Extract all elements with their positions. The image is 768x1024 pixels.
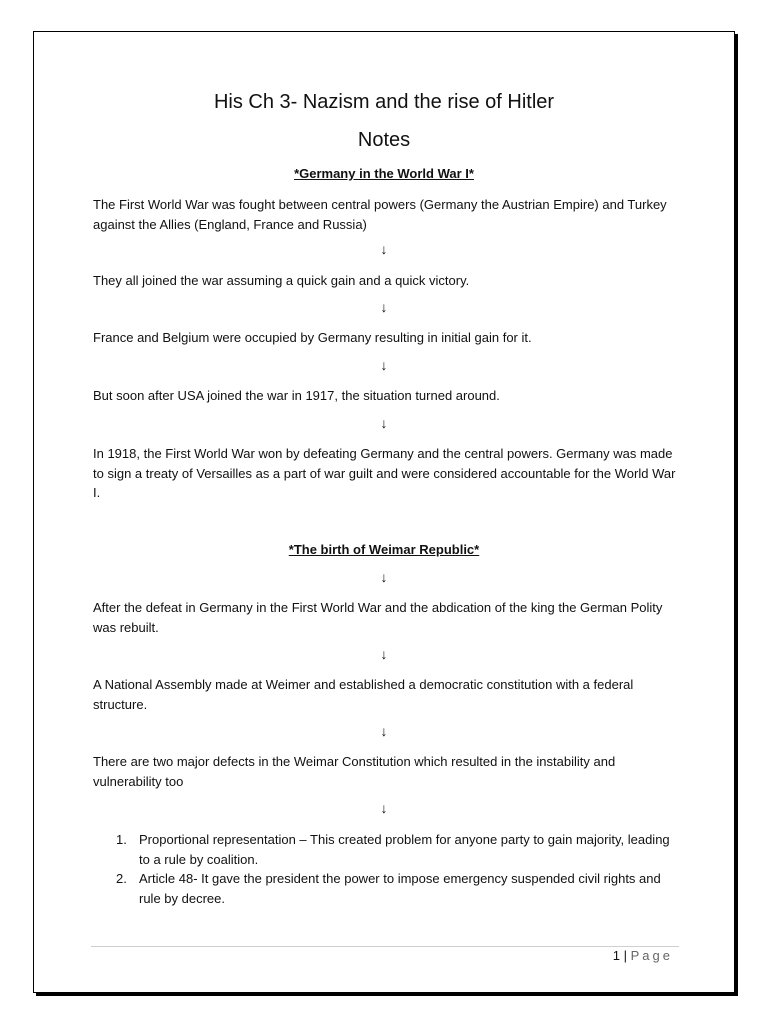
footer-divider: [91, 946, 679, 947]
page-number: 1: [612, 948, 620, 963]
list-item-text: Proportional representation – This created problem for anyone party to gain majority, leading to a rule by coalition.: [139, 832, 670, 867]
paragraph-weimar-1: After the defeat in Germany in the First World War and the abdication of the king the German Polity was rebuilt.: [93, 600, 663, 635]
paragraph-weimar-2: A National Assembly made at Weimer and established a democratic constitution with a federal structure.: [93, 677, 634, 712]
list-item: [93, 830, 683, 869]
paragraph-weimar-3: There are two major defects in the Weimar Constitution which resulted in the instability and vulnerability too: [93, 754, 616, 789]
down-arrow-icon: ↓: [380, 415, 388, 431]
down-arrow-icon: ↓: [380, 646, 388, 662]
list-item: [93, 869, 683, 908]
section-heading-weimar: [34, 542, 734, 557]
down-arrow-icon: ↓: [380, 569, 388, 585]
page-footer: [613, 948, 673, 963]
section-heading-ww1: [34, 166, 734, 181]
page-label: Page: [630, 948, 673, 963]
paragraph-ww1-5: In 1918, the First World War won by defeating Germany and the central powers. Germany was made to sign a treaty of Versailles as a part of war guilt and were considered accountable for the World War I.: [93, 446, 676, 500]
list-item-text: Article 48- It gave the president the power to impose emergency suspended civil rights and rule by decree.: [139, 871, 661, 906]
weimar-defects-list: [93, 830, 683, 908]
paragraph-ww1-2: They all joined the war assuming a quick gain and a quick victory.: [93, 273, 470, 288]
down-arrow-icon: ↓: [380, 241, 388, 257]
section-heading-weimar-text: *The birth of Weimar Republic*: [288, 542, 480, 557]
down-arrow-icon: ↓: [380, 723, 388, 739]
list-item-number: 1.: [116, 832, 127, 847]
section-heading-ww1-text: *Germany in the World War I*: [294, 166, 474, 181]
document-title: His Ch 3- Nazism and the rise of Hitler: [213, 91, 555, 113]
down-arrow-icon: ↓: [380, 299, 388, 315]
paragraph-ww1-4: But soon after USA joined the war in 1917, the situation turned around.: [93, 388, 500, 403]
paragraph-ww1-1: The First World War was fought between central powers (Germany the Austrian Empire) and Turkey against the Allies (England, France and Russia): [93, 197, 667, 232]
paragraph-ww1-3: France and Belgium were occupied by Germany resulting in initial gain for it.: [93, 330, 532, 345]
down-arrow-icon: ↓: [380, 357, 388, 373]
list-item-number: 2.: [116, 871, 127, 886]
document-subtitle: Notes: [357, 129, 411, 151]
page-separator: |: [623, 948, 627, 963]
document-page: [33, 31, 735, 993]
down-arrow-icon: ↓: [380, 800, 388, 816]
